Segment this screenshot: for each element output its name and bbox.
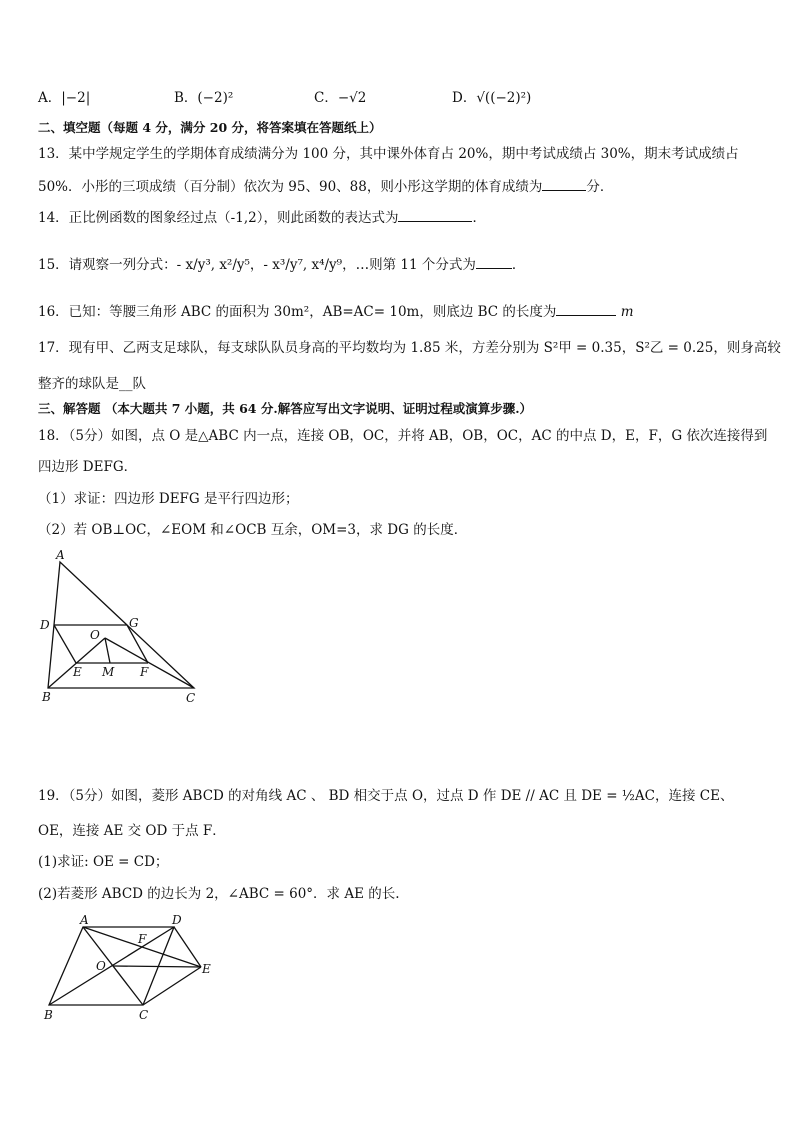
- q13-line1: 13．某中学规定学生的学期体育成绩满分为 100 分，其中课外体育占 20%，期中考试成绩占 30%，期末考试成绩占: [38, 146, 739, 162]
- q19-line1: 19．（5分）如图，菱形 ABCD 的对角线 AC 、 BD 相交于点 O，过点 D 作 DE // AC 且 DE = ½AC，连接 CE、: [38, 788, 734, 804]
- fig19-label-e: E: [202, 962, 211, 976]
- fig19-label-d: D: [172, 913, 182, 927]
- q15-suffix: ．: [511, 257, 526, 273]
- q17-line1: 17．现有甲、乙两支足球队，每支球队队员身高的平均数均为 1.85 米，方差分别为 S²甲 = 0.35，S²乙 = 0.25，则身高较: [38, 340, 781, 356]
- q19-part2: (2)若菱形 ABCD 的边长为 2，∠ABC = 60°．求 AE 的长.: [38, 886, 400, 902]
- fig18-label-a: A: [56, 548, 65, 562]
- q16-answer-blank: [556, 302, 616, 316]
- figure-18: [30, 545, 210, 710]
- option-a: A．|−2|: [38, 90, 91, 106]
- q17-line2: 整齐的球队是__队: [38, 376, 146, 392]
- fig18-label-d: D: [40, 618, 50, 632]
- q16-unit: m: [620, 304, 634, 320]
- q14-text: 14．正比例函数的图象经过点（-1,2），则此函数的表达式为: [38, 210, 399, 226]
- q14: [38, 208, 486, 227]
- fig18-label-o: O: [90, 628, 100, 642]
- section3-heading: 三、解答题 （本大题共 7 小题，共 64 分.解答应写出文字说明、证明过程或演算步骤.）: [38, 401, 533, 416]
- fig18-label-c: C: [186, 691, 196, 705]
- figure-19: [36, 912, 226, 1027]
- q16: [38, 302, 634, 321]
- q18-line1: 18．（5分）如图，点 O 是△ABC 内一点，连接 OB，OC，并将 AB，OB，OC，AC 的中点 D，E，F，G 依次连接得到: [38, 428, 768, 444]
- q14-answer-blank: [398, 208, 472, 222]
- q18-line2: 四边形 DEFG．: [38, 459, 138, 475]
- fig18-label-e: E: [73, 665, 82, 679]
- q19-part1: (1)求证: OE = CD；: [38, 854, 169, 870]
- fig19-label-a: A: [80, 913, 89, 927]
- q18-part2: （2）若 OB⊥OC，∠EOM 和∠OCB 互余，OM=3，求 DG 的长度．: [38, 522, 468, 538]
- fig19-label-c: C: [139, 1008, 149, 1022]
- section2-heading: 二、填空题（每题 4 分，满分 20 分，将答案填在答题纸上）: [38, 120, 382, 135]
- fig18-label-b: B: [42, 690, 51, 704]
- q14-suffix: ．: [472, 210, 486, 226]
- q18-part1: （1）求证：四边形 DEFG 是平行四边形；: [38, 491, 299, 507]
- fig19-label-o: O: [96, 959, 106, 973]
- q19-line2: OE，连接 AE 交 OD 于点 F．: [38, 823, 226, 839]
- q13-suffix: 分．: [586, 179, 614, 195]
- fig18-label-g: G: [129, 616, 139, 630]
- option-b: B．(−2)²: [174, 90, 234, 106]
- q15-answer-blank: [476, 255, 512, 269]
- fig18-label-m: M: [102, 665, 115, 679]
- q13-answer-blank: [542, 177, 586, 191]
- q15: [38, 255, 525, 274]
- q13-text: 50%．小彤的三项成绩（百分制）依次为 95、90、88，则小彤这学期的体育成绩为: [38, 179, 543, 195]
- fig18-label-f: F: [140, 665, 149, 679]
- fig19-label-f: F: [138, 932, 147, 946]
- option-d: D．√((−2)²): [452, 90, 532, 106]
- q16-text: 16．已知：等腰三角形 ABC 的面积为 30m²，AB=AC= 10m，则底边 BC 的长度为: [38, 304, 557, 320]
- q15-text: 15．请观察一列分式：- x/y³, x²/y⁵，- x³/y⁷, x⁴/y⁹，…则第 11 个分式为: [38, 257, 476, 273]
- fig19-label-b: B: [44, 1008, 53, 1022]
- q13-line2: [38, 177, 613, 196]
- option-c: C．−√2: [314, 90, 367, 106]
